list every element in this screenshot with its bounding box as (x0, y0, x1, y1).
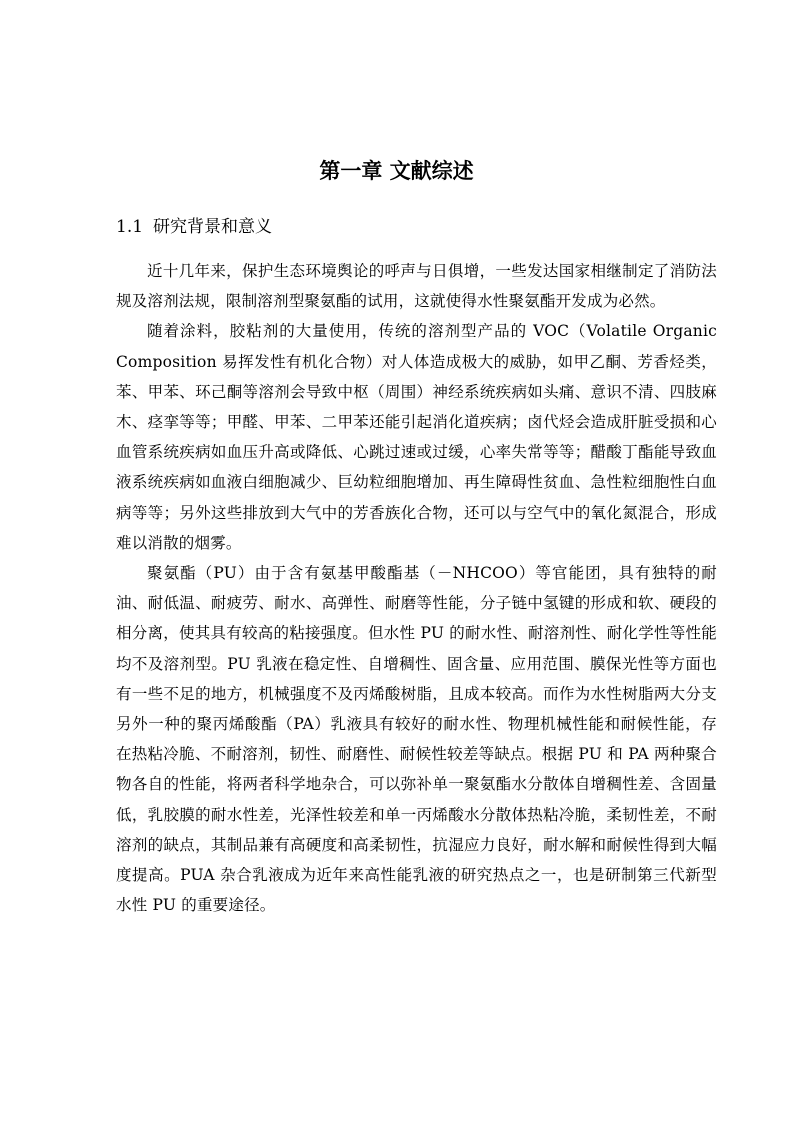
paragraph: 近十几年来，保护生态环境舆论的呼声与日俱增，一些发达国家相继制定了消防法规及溶剂法规，限制溶剂型聚氨酯的试用，这就使得水性聚氨酯开发成为必然。 (116, 262, 717, 311)
body-text (116, 256, 717, 920)
paragraph: 随着涂料，胶粘剂的大量使用，传统的溶剂型产品的 VOC（Volatile Organic Composition 易挥发性有机化合物）对人体造成极大的威胁，如甲乙酮、芳香烃类，苯、甲苯、环己酮等溶剂会导致中枢（周围）神经系统疾病如头痛、意识不清、四肢麻木、痉挛等等；甲醛、甲苯、二甲苯还能引起消化道疾病；卤代烃会造成肝脏受损和心血管系统疾病如血压升高或降低、心跳过速或过缓，心率失常等等；醋酸丁酯能导致血液系统疾病如血液白细胞减少、巨幼粒细胞增加、再生障碍性贫血、急性粒细胞性白血病等等；另外这些排放到大气中的芳香族化合物，还可以与空气中的氧化氮混合，形成难以消散的烟雾。 (116, 322, 717, 552)
section-heading (116, 214, 272, 240)
section-title: 研究背景和意义 (153, 217, 273, 237)
chapter-title: 第一章 文献综述 (319, 158, 474, 183)
paragraph: 聚氨酯（PU）由于含有氨基甲酸酯基（－NHCOO）等官能团，具有独特的耐油、耐低温、耐疲劳、耐水、高弹性、耐磨等性能，分子链中氢键的形成和软、硬段的相分离，使其具有较高的粘接强度。但水性 PU 的耐水性、耐溶剂性、耐化学性等性能均不及溶剂型。PU 乳液在稳定性、自增稠性、固含量、应用范围、膜保光性等方面也有一些不足的地方，机械强度不及丙烯酸树脂，且成本较高。而作为水性树脂两大分支另外一种的聚丙烯酸酯（PA）乳液具有较好的耐水性、物理机械性能和耐候性能，存在热粘冷脆、不耐溶剂，韧性、耐磨性、耐候性较差等缺点。根据 PU 和 PA 两种聚合物各自的性能，将两者科学地杂合，可以弥补单一聚氨酯水分散体自增稠性差、含固量低，乳胶膜的耐水性差，光泽性较差和单一丙烯酸水分散体热粘冷脆，柔韧性差，不耐溶剂的缺点，其制品兼有高硬度和高柔韧性，抗湿应力良好，耐水解和耐候性得到大幅度提高。PUA 杂合乳液成为近年来高性能乳液的研究热点之一，也是研制第三代新型水性 PU 的重要途径。 (116, 564, 717, 915)
section-number: 1.1 (116, 217, 144, 237)
